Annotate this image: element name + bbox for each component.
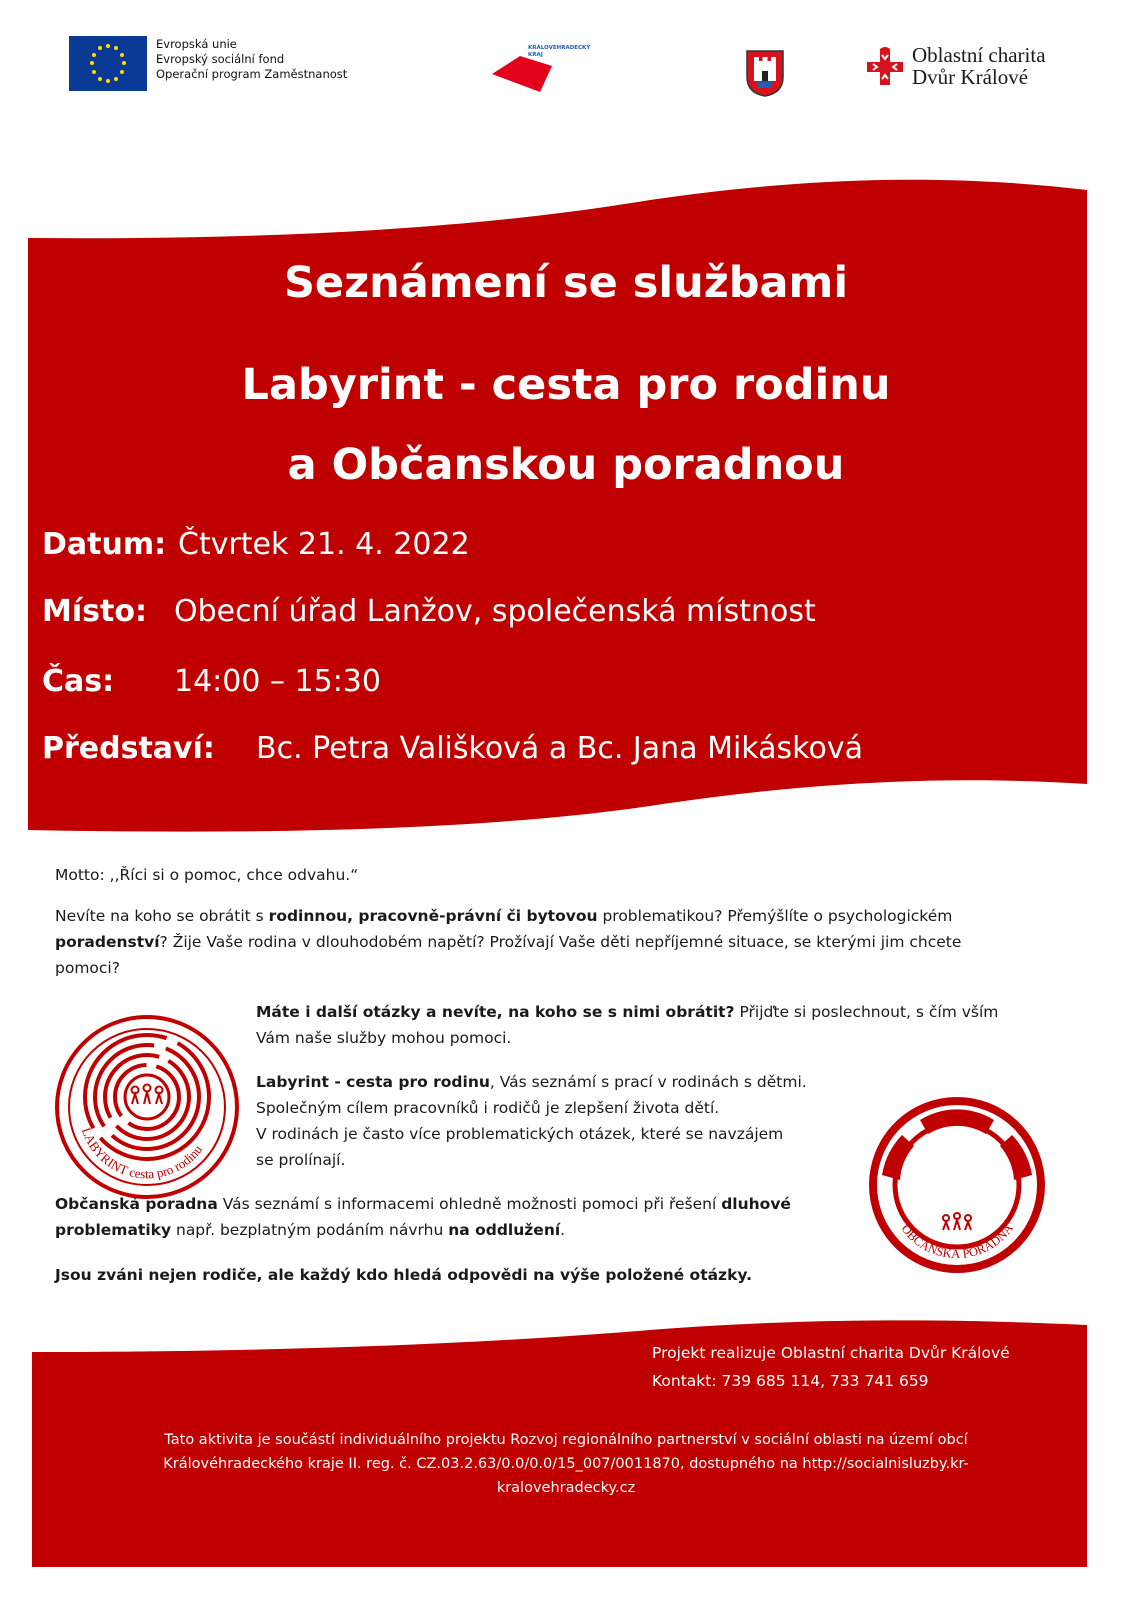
questions-bold: Máte i další otázky a nevíte, na koho se s nimi obrátit? (256, 1003, 735, 1021)
motto-text: Motto: ,,Říci si o pomoc, chce odvahu.“ (55, 866, 359, 884)
title-line-1: Seznámení se službami (283, 258, 849, 308)
labyrint-text-b: , Vás seznámí s prací v rodinách s dětmi. (489, 1073, 807, 1091)
charita-line-1: Oblastní charita (912, 43, 1046, 67)
poradna-text-e: např. bezplatným podáním návrhu (171, 1221, 449, 1239)
labyrint-bold: Labyrint - cesta pro rodinu (256, 1073, 490, 1091)
info-row-presenters (42, 731, 863, 766)
labyrint-text-c: Společným cílem pracovníků i rodičů je zlepšení života dětí. (256, 1099, 720, 1117)
labyrint-badge-logo (52, 1012, 242, 1202)
intro-text-bold-counseling: poradenství (55, 933, 160, 951)
eu-line-3: Operační program Zaměstnanost (156, 67, 348, 81)
footer-note-line-1: Tato aktivita je součástí individuálního projektu Rozvoj regionálního partnerství v sociální oblasti na území obcí (164, 1432, 968, 1448)
poradna-bold-debt: dluhové (721, 1195, 791, 1213)
poradna-bold-problems: problematiky (55, 1221, 172, 1239)
poradna-text-g: . (560, 1221, 566, 1239)
footer-note-line-3: kralovehradecky.cz (496, 1480, 636, 1496)
info-label-date: Datum: (42, 527, 167, 562)
info-row-date (42, 527, 470, 562)
info-value-presenters: Bc. Petra Vališková a Bc. Jana Mikásková (256, 731, 863, 766)
kraj-line-1: KRÁLOVÉHRADECKÝ (528, 45, 591, 51)
poradna-bold: Občanská poradna (55, 1195, 218, 1213)
intro-text-bold-topics: rodinnou, pracovně-právní či bytovou (268, 907, 598, 925)
questions-paragraph (256, 999, 998, 1051)
intro-text-a: Nevíte na koho se obrátit s (55, 907, 269, 925)
footer-project: Projekt realizuje Oblastní charita Dvůr Králové (652, 1344, 1010, 1362)
questions-text-c: Vám naše služby mohou pomoci. (256, 1029, 512, 1047)
poradna-badge-logo (862, 1090, 1052, 1280)
info-label-presenters: Představí: (42, 731, 215, 766)
labyrint-text-e: se prolínají. (256, 1151, 346, 1169)
info-row-time (42, 664, 381, 699)
poradna-text-b: Vás seznámí s informacemi ohledně možnosti pomoci při řešení (217, 1195, 722, 1213)
eu-line-1: Evropská unie (156, 37, 237, 51)
info-value-time: 14:00 – 15:30 (174, 664, 381, 699)
poradna-bold-relief: na oddlužení (448, 1221, 561, 1239)
info-row-place (42, 594, 816, 629)
kraj-line-2: KRAJ (528, 52, 543, 58)
labyrint-paragraph (256, 1069, 807, 1173)
intro-paragraph (55, 903, 961, 981)
info-value-date: Čtvrtek 21. 4. 2022 (178, 527, 470, 562)
footer-note (0, 1428, 1132, 1500)
closing-text: Jsou zváni nejen rodiče, ale každý kdo hledá odpovědi na výše položené otázky. (55, 1266, 752, 1284)
questions-text-b: Přijďte si poslechnout, s čím vším (734, 1003, 999, 1021)
poradna-badge-text: OBČANSKÁ PORADNA (898, 1221, 1017, 1262)
info-label-time: Čas: (42, 664, 115, 699)
intro-text-e: ? Žije Vaše rodina v dlouhodobém napětí? Prožívají Vaše děti nepříjemné situace, se kterými jim chcete (159, 933, 962, 951)
footer-contact: Kontakt: 739 685 114, 733 741 659 (652, 1372, 929, 1390)
eu-line-2: Evropský sociální fond (156, 52, 285, 66)
footer-contact-block (652, 1339, 1010, 1395)
footer-note-line-2: Královéhradeckého kraje II. reg. č. CZ.03.2.63/0.0/0.0/15_007/0011870, dostupného na http://socialnisluzby.kr- (163, 1456, 969, 1472)
charita-line-2: Dvůr Králové (912, 65, 1029, 89)
intro-text-f: pomoci? (55, 959, 120, 977)
title-line-2: Labyrint - cesta pro rodinu (241, 360, 891, 410)
labyrint-text-d: V rodinách je často více problematických otázek, které se navzájem (256, 1125, 784, 1143)
labyrint-badge-text: LABYRINT cesta pro rodinu (78, 1125, 206, 1182)
intro-text-c: problematikou? Přemýšlíte o psychologickém (597, 907, 953, 925)
info-value-place: Obecní úřad Lanžov, společenská místnost (174, 594, 816, 629)
info-label-place: Místo: (42, 594, 147, 629)
title-line-3: a Občanskou poradnou (287, 440, 845, 490)
